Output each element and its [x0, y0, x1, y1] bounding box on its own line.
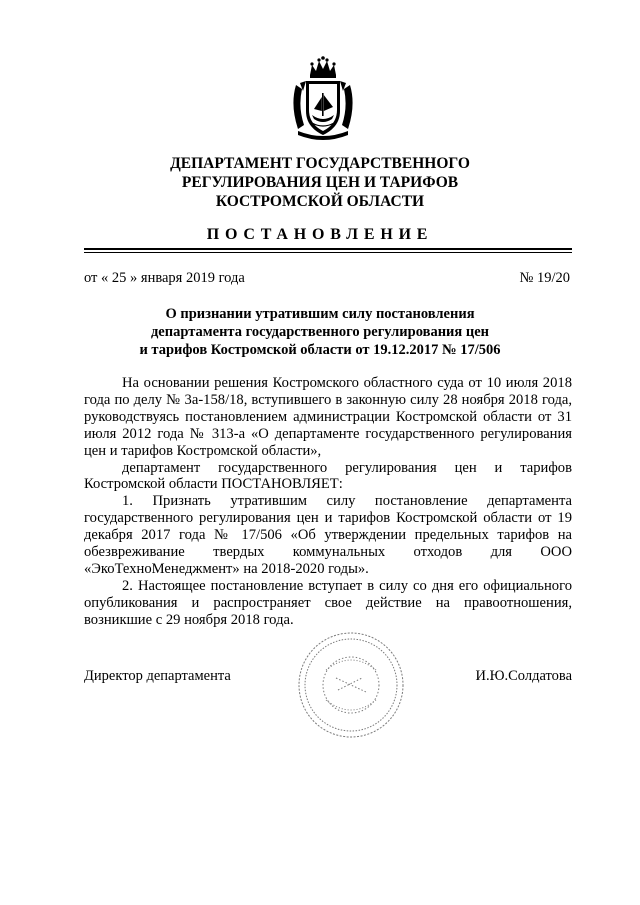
document-title-line1: О признании утратившим силу постановления [165, 306, 475, 322]
document-title-line2: департамента государственного регулирования цен [150, 324, 490, 340]
document-date: от « 25 » января 2019 года [84, 270, 245, 286]
document-number: № 19/20 [519, 270, 570, 286]
body-paragraph-resolves: департамент государственного регулирования цен и тарифов Костромской области ПОСТАНОВЛЯЕТ: [84, 459, 572, 493]
signatory-name: И.Ю.Солдатова [475, 668, 572, 684]
org-name-line2: РЕГУЛИРОВАНИЯ ЦЕН И ТАРИФОВ [181, 174, 459, 191]
coat-of-arms-icon [288, 55, 358, 141]
document-title-line3: и тарифов Костромской области от 19.12.2017 № 17/506 [139, 342, 501, 358]
header-rule-thin [84, 252, 572, 253]
document-body [84, 375, 572, 629]
org-name-line3: КОСТРОМСКОЙ ОБЛАСТИ [215, 193, 425, 210]
org-name-line1: ДЕПАРТАМЕНТ ГОСУДАРСТВЕННОГО [170, 155, 470, 172]
official-stamp-icon [296, 630, 406, 740]
document-type: ПОСТАНОВЛЕНИЕ [206, 226, 434, 243]
body-paragraph-basis: На основании решения Костромского областного суда от 10 июля 2018 года по делу № 3а-158/18, вступившего в законную силу 28 ноября 2018 года, руководствуясь постановлением администрации Костромской области от 31 июля 2012 года № 313-а «О департаменте государственного регулирования цен и тарифов Костромской области», [84, 375, 572, 459]
body-item-1: 1. Признать утратившим силу постановление департамента государственного регулирования цен и тарифов Костромской области от 19 декабря 2017 года № 17/506 «Об утверждении предельных тарифов на обезвреживание твердых коммунальных отходов для ООО «ЭкоТехноМенеджмент» на 2018-2020 годы». [84, 493, 572, 577]
signatory-position: Директор департамента [84, 668, 231, 684]
body-item-2: 2. Настоящее постановление вступает в силу со дня его официального опубликования и распространяет свое действие на правоотношения, возникшие с 29 ноября 2018 года. [84, 577, 572, 628]
header-rule-thick [84, 248, 572, 250]
